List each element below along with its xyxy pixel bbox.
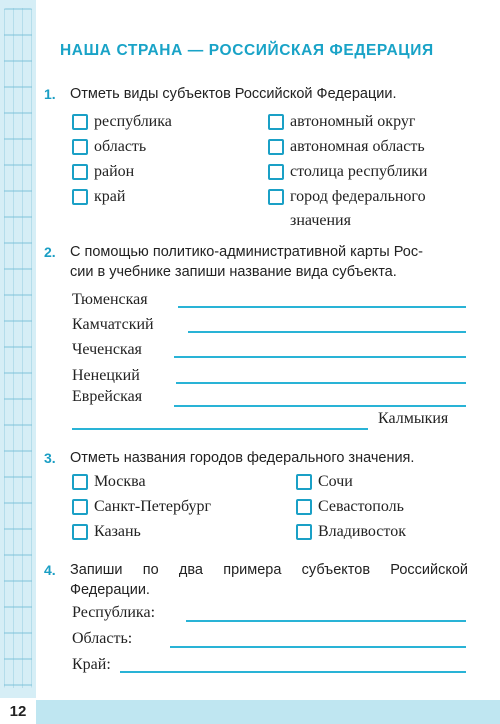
option-label: город федерального: [290, 188, 426, 205]
q3-option[interactable]: [72, 523, 141, 541]
q1-option[interactable]: [268, 113, 415, 131]
q4-label: Республика:: [72, 604, 156, 621]
checkbox[interactable]: [268, 164, 284, 180]
q3-option[interactable]: [72, 498, 211, 516]
q2-label: Тюменская: [72, 291, 148, 308]
q4-text-line2: Федерации.: [70, 582, 150, 598]
q1-option[interactable]: [268, 138, 425, 156]
q2-label: Чеченская: [72, 341, 142, 358]
q3-option[interactable]: [296, 473, 353, 491]
q2-label: Камчатский: [72, 316, 154, 333]
option-label: район: [94, 163, 135, 180]
checkbox[interactable]: [296, 499, 312, 515]
q2-text-line1: С помощью политико-административной карты Рос-: [70, 244, 423, 260]
checkbox[interactable]: [268, 139, 284, 155]
decorative-side-strip: [0, 0, 36, 700]
q1-option[interactable]: [72, 113, 172, 131]
checkbox[interactable]: [268, 114, 284, 130]
checkbox[interactable]: [72, 189, 88, 205]
answer-line[interactable]: [120, 671, 466, 673]
option-label: область: [94, 138, 147, 155]
q2-label: Еврейская: [72, 388, 143, 405]
option-label: Казань: [94, 523, 141, 540]
option-label: Владивосток: [318, 523, 406, 540]
option-label: республика: [94, 113, 172, 130]
answer-line[interactable]: [176, 382, 466, 384]
q4-label: Область:: [72, 630, 133, 647]
checkbox[interactable]: [72, 139, 88, 155]
option-label: край: [94, 188, 126, 205]
q4-text-line1: Запиши по два примера субъектов Российской: [70, 562, 468, 578]
option-label: Севастополь: [318, 498, 404, 515]
q1-option[interactable]: [72, 138, 146, 156]
answer-line[interactable]: [188, 331, 466, 333]
checkbox[interactable]: [296, 474, 312, 490]
option-label: столица республики: [290, 163, 428, 180]
q3-text: Отметь названия городов федерального значения.: [70, 450, 415, 466]
page-number: 12: [0, 698, 36, 724]
q1-option[interactable]: [268, 188, 426, 206]
q2-label: Ненецкий: [72, 367, 140, 384]
q2-label-right: Калмыкия: [378, 410, 449, 427]
checkbox[interactable]: [72, 474, 88, 490]
q2-number: 2.: [44, 244, 56, 260]
q1-option[interactable]: [268, 163, 427, 181]
q1-option-continuation: значения: [290, 212, 351, 229]
option-label: автономный округ: [290, 113, 416, 130]
checkbox[interactable]: [72, 164, 88, 180]
decorative-bottom-strip: [36, 700, 500, 724]
q2-text-line2: сии в учебнике запиши название вида субъекта.: [70, 264, 397, 280]
decorative-pattern: [4, 8, 32, 688]
option-label: Сочи: [318, 473, 353, 490]
checkbox[interactable]: [268, 189, 284, 205]
option-label: Москва: [94, 473, 146, 490]
checkbox[interactable]: [72, 524, 88, 540]
q3-option[interactable]: [296, 498, 404, 516]
option-label: автономная область: [290, 138, 425, 155]
answer-line[interactable]: [178, 306, 466, 308]
q1-option[interactable]: [72, 163, 134, 181]
q3-number: 3.: [44, 450, 56, 466]
q1-option[interactable]: [72, 188, 125, 206]
q1-text: Отметь виды субъектов Российской Федерации.: [70, 86, 397, 102]
answer-line[interactable]: [186, 620, 466, 622]
answer-line[interactable]: [174, 405, 466, 407]
checkbox[interactable]: [296, 524, 312, 540]
answer-line[interactable]: [170, 646, 466, 648]
q1-number: 1.: [44, 86, 56, 102]
checkbox[interactable]: [72, 499, 88, 515]
answer-line[interactable]: [72, 428, 368, 430]
answer-line[interactable]: [174, 356, 466, 358]
q3-option[interactable]: [296, 523, 406, 541]
q4-label: Край:: [72, 656, 111, 673]
option-label: Санкт-Петербург: [94, 498, 212, 515]
checkbox[interactable]: [72, 114, 88, 130]
page-title: НАША СТРАНА — РОССИЙСКАЯ ФЕДЕРАЦИЯ: [60, 42, 434, 59]
q3-option[interactable]: [72, 473, 146, 491]
q4-number: 4.: [44, 562, 56, 578]
